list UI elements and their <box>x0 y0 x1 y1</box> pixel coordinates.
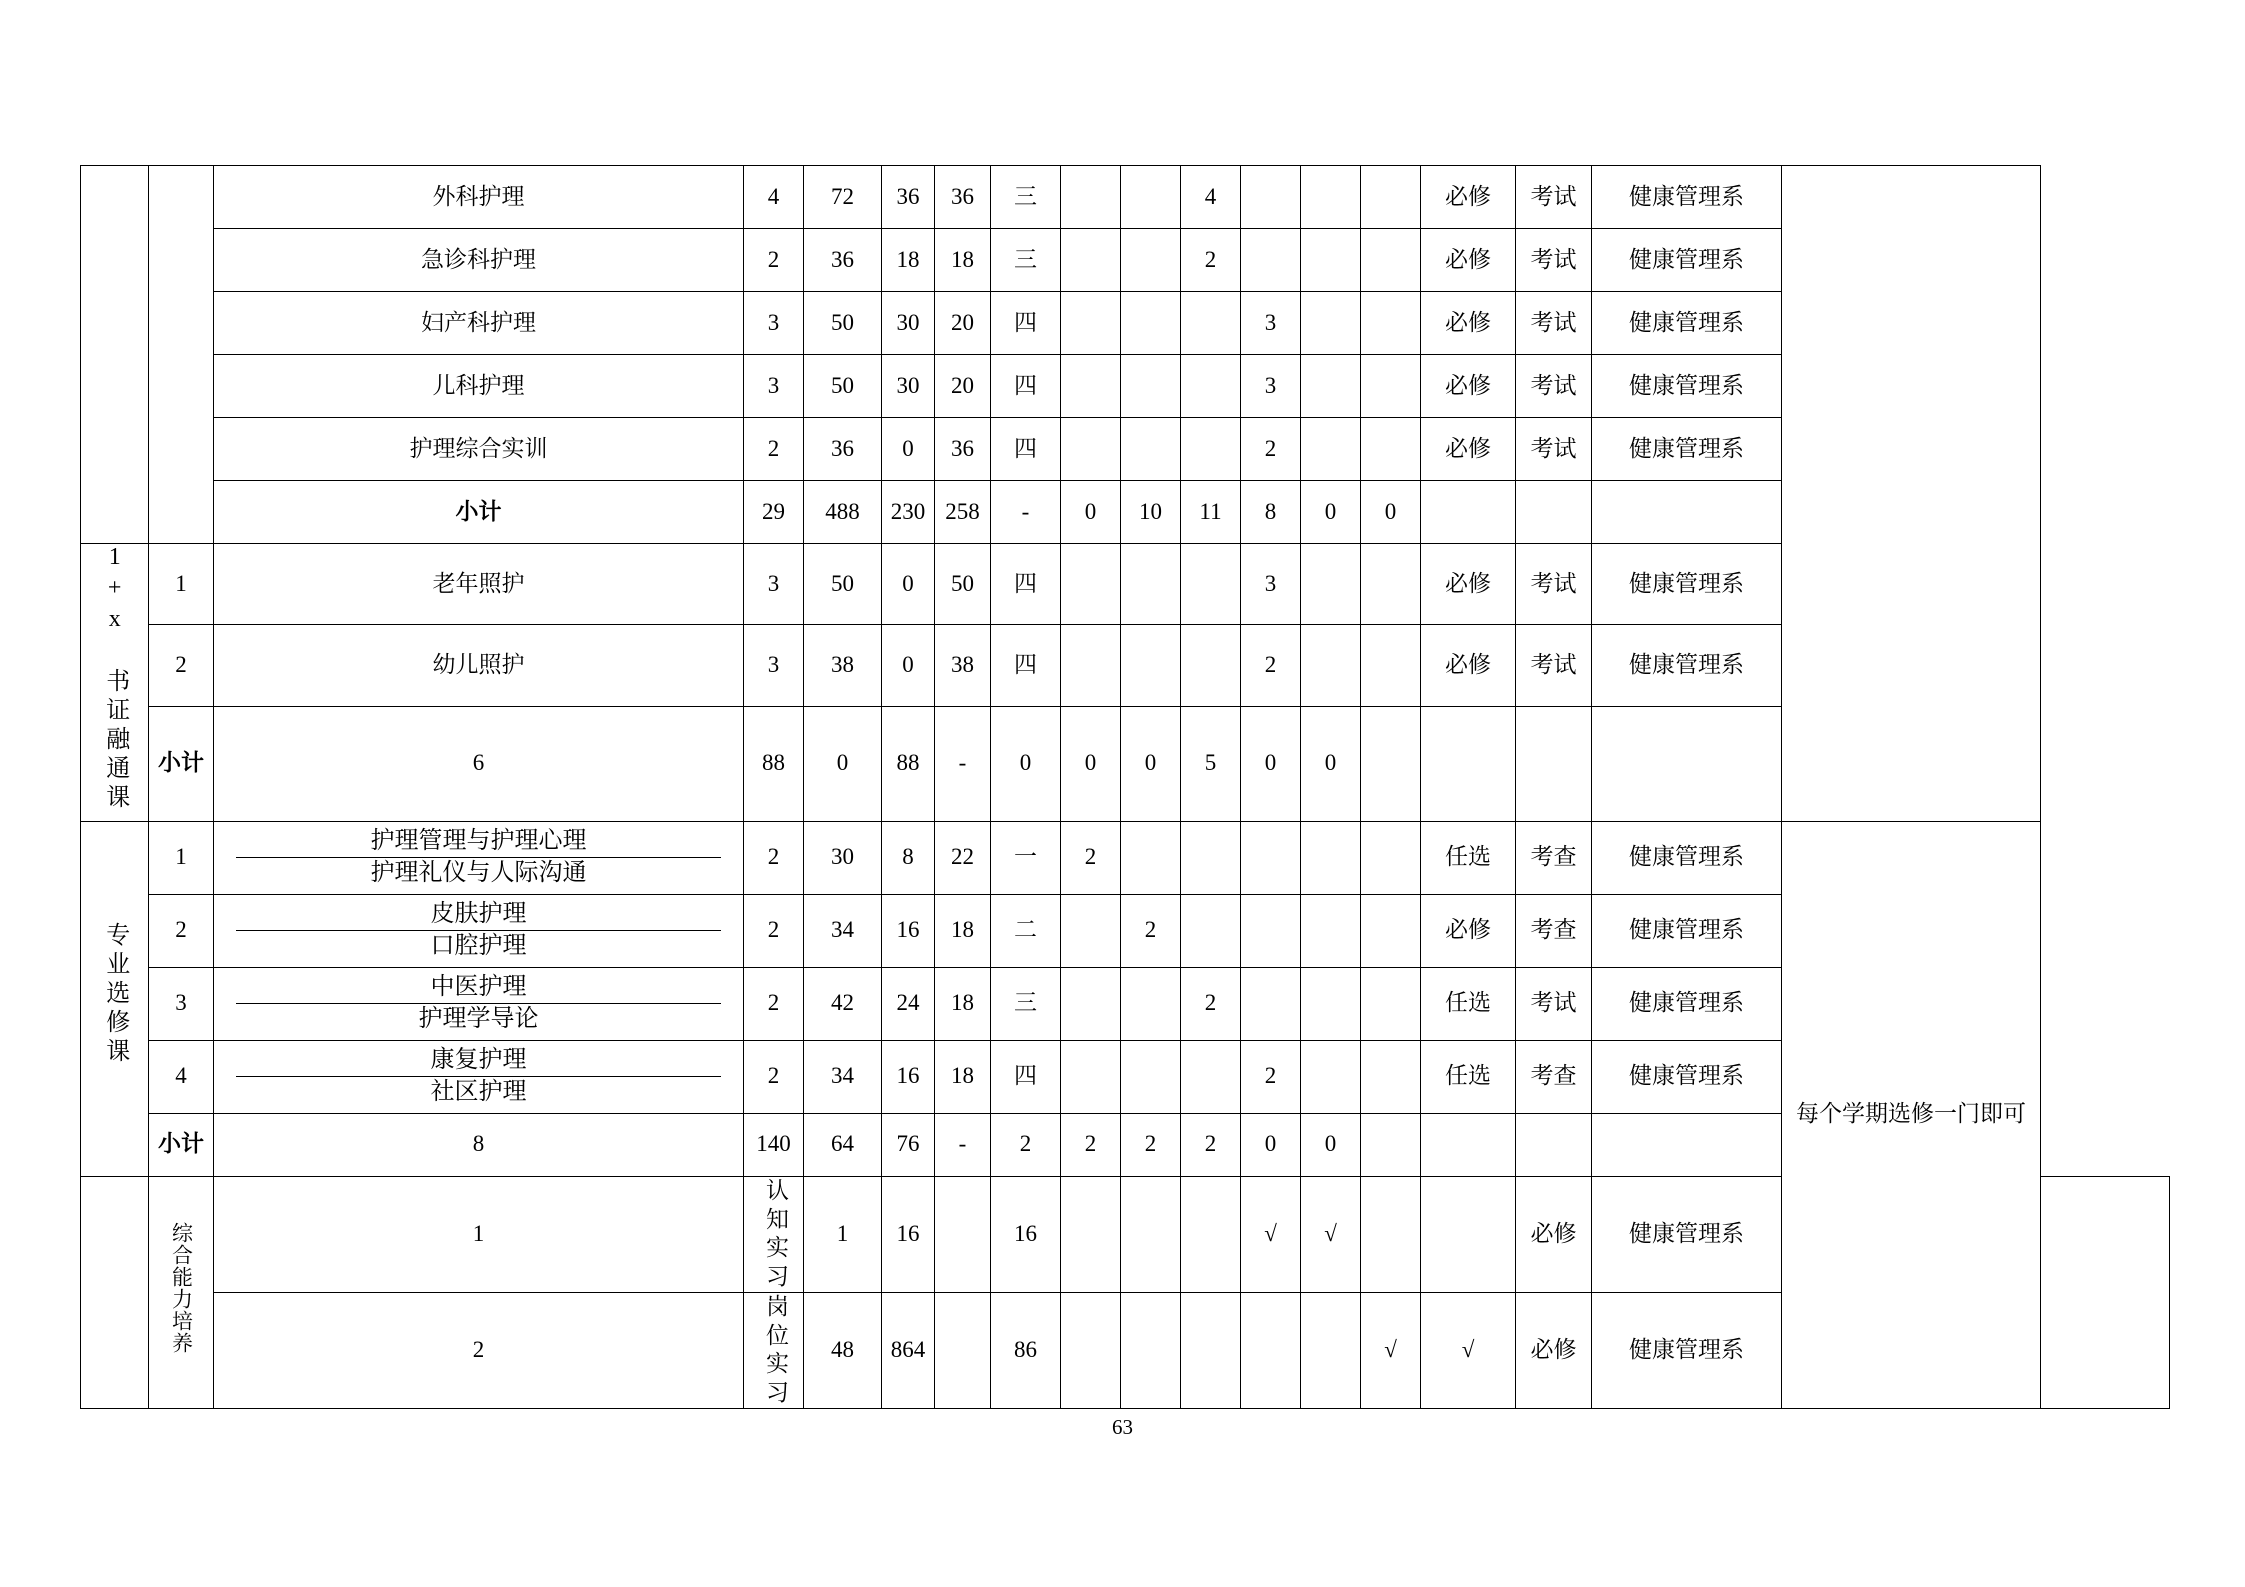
subtotal-term-4: 5 <box>1181 706 1241 821</box>
course-credits: 2 <box>744 894 804 967</box>
course-name-dual <box>214 894 744 967</box>
subtotal-term-4: 8 <box>1241 481 1301 544</box>
group-cell-1plusx <box>81 544 149 822</box>
course-name-option-1: 护理管理与护理心理 <box>236 826 721 858</box>
course-assessment: 考试 <box>1516 544 1592 625</box>
subtotal-nature <box>1361 1113 1421 1176</box>
subtotal-assessment <box>1421 706 1516 821</box>
course-total-hours: 34 <box>804 894 882 967</box>
course-credits: 1 <box>804 1176 882 1292</box>
course-practice-hours: 36 <box>935 418 991 481</box>
course-practice-hours: 20 <box>935 355 991 418</box>
subtotal-term-6: 0 <box>1301 1113 1361 1176</box>
course-nature: 必修 <box>1421 418 1516 481</box>
course-no: 2 <box>214 1292 744 1408</box>
course-assessment: 考试 <box>1516 166 1592 229</box>
course-term-3: 2 <box>1181 229 1241 292</box>
group-label-major-elective: 专业选修课 <box>101 922 128 1068</box>
course-total-hours: 34 <box>804 1040 882 1113</box>
practice-remark <box>2041 1176 2170 1408</box>
subtotal-theory-hours: 230 <box>882 481 935 544</box>
course-term-4 <box>1241 229 1301 292</box>
course-theory-hours: 0 <box>882 625 935 706</box>
course-term-1 <box>1061 229 1121 292</box>
course-theory-hours: 30 <box>882 292 935 355</box>
course-name: 幼儿照护 <box>214 625 744 706</box>
course-semester <box>1061 1292 1121 1408</box>
course-term-3 <box>1181 355 1241 418</box>
course-term-3: √ <box>1241 1176 1301 1292</box>
course-nature: 必修 <box>1421 544 1516 625</box>
course-term-4 <box>1241 967 1301 1040</box>
course-term-4: 2 <box>1241 418 1301 481</box>
subtotal-term-2: 2 <box>1061 1113 1121 1176</box>
course-credits: 2 <box>744 229 804 292</box>
course-assessment: 考查 <box>1516 821 1592 894</box>
course-term-5 <box>1301 1040 1361 1113</box>
course-semester: 四 <box>991 355 1061 418</box>
course-name-option-2: 护理礼仪与人际沟通 <box>370 860 587 887</box>
group-cell-major-core <box>149 166 214 544</box>
course-practice-hours: 20 <box>935 292 991 355</box>
course-no: 2 <box>149 625 214 706</box>
course-practice-hours: 22 <box>935 821 991 894</box>
subtotal-label: 小计 <box>149 1113 214 1176</box>
course-practice-hours: 16 <box>991 1176 1061 1292</box>
course-department: 健康管理系 <box>1592 1040 1782 1113</box>
course-assessment: 考查 <box>1516 1040 1592 1113</box>
course-department: 健康管理系 <box>1592 229 1782 292</box>
course-semester <box>1061 1176 1121 1292</box>
course-practice-hours: 38 <box>935 625 991 706</box>
course-term-3 <box>1181 821 1241 894</box>
course-term-3 <box>1181 894 1241 967</box>
course-term-1 <box>1061 894 1121 967</box>
course-nature: 必修 <box>1421 166 1516 229</box>
course-department: 健康管理系 <box>1592 544 1782 625</box>
course-term-5 <box>1301 544 1361 625</box>
course-term-5 <box>1301 229 1361 292</box>
course-theory-hours: 16 <box>882 894 935 967</box>
course-term-3: 2 <box>1181 967 1241 1040</box>
subtotal-term-2: 0 <box>1061 706 1121 821</box>
course-assessment: 考查 <box>1516 894 1592 967</box>
course-term-5 <box>1301 418 1361 481</box>
subtotal-term-4: 2 <box>1181 1113 1241 1176</box>
course-term-4 <box>1241 821 1301 894</box>
course-term-3 <box>1181 292 1241 355</box>
course-remark <box>1782 166 2041 822</box>
table-row <box>81 166 2170 229</box>
outer-group-cell-2 <box>81 1176 149 1408</box>
course-credits: 4 <box>744 166 804 229</box>
course-credits: 3 <box>744 355 804 418</box>
outer-group-cell-1 <box>81 166 149 544</box>
course-term-5 <box>1301 166 1361 229</box>
course-nature: 任选 <box>1421 821 1516 894</box>
course-nature: 必修 <box>1421 894 1516 967</box>
course-name-option-2: 社区护理 <box>430 1079 527 1106</box>
course-term-6 <box>1361 894 1421 967</box>
course-term-4 <box>1241 166 1301 229</box>
course-theory-hours: 8 <box>882 821 935 894</box>
course-semester: 一 <box>991 821 1061 894</box>
course-term-1 <box>1121 1292 1181 1408</box>
course-semester: 四 <box>991 418 1061 481</box>
course-term-6 <box>1361 355 1421 418</box>
subtotal-term-6: 0 <box>1301 706 1361 821</box>
course-term-3 <box>1241 1292 1301 1408</box>
course-name-dual <box>214 821 744 894</box>
page-number: 63 <box>1112 1415 1133 1439</box>
subtotal-term-3: 11 <box>1181 481 1241 544</box>
course-term-6 <box>1361 418 1421 481</box>
subtotal-semester: - <box>935 706 991 821</box>
course-total-hours: 42 <box>804 967 882 1040</box>
course-term-2 <box>1121 821 1181 894</box>
course-term-6 <box>1421 1176 1516 1292</box>
course-semester: 四 <box>991 292 1061 355</box>
course-practice-hours: 50 <box>935 544 991 625</box>
course-nature: 必修 <box>1421 229 1516 292</box>
course-term-4: 3 <box>1241 292 1301 355</box>
course-theory-hours: 18 <box>882 229 935 292</box>
course-practice-hours: 86 <box>991 1292 1061 1408</box>
course-name: 老年照护 <box>214 544 744 625</box>
course-name-option-1: 皮肤护理 <box>236 899 721 931</box>
subtotal-assessment <box>1421 1113 1516 1176</box>
course-credits: 3 <box>744 292 804 355</box>
course-practice-hours: 18 <box>935 894 991 967</box>
course-nature: 必修 <box>1421 355 1516 418</box>
course-term-4 <box>1241 894 1301 967</box>
subtotal-theory-hours: 64 <box>804 1113 882 1176</box>
group-label-comprehensive: 综合能力培养 <box>169 1222 194 1355</box>
subtotal-practice-hours: 258 <box>935 481 991 544</box>
course-nature: 必修 <box>1516 1292 1592 1408</box>
course-practice-hours: 18 <box>935 1040 991 1113</box>
course-practice-hours: 36 <box>935 166 991 229</box>
course-term-1 <box>1061 967 1121 1040</box>
course-total-hours: 36 <box>804 229 882 292</box>
course-no: 4 <box>149 1040 214 1113</box>
course-name-option-2: 口腔护理 <box>430 933 527 960</box>
subtotal-term-5: 0 <box>1241 1113 1301 1176</box>
course-credits: 3 <box>744 544 804 625</box>
course-semester: 四 <box>991 1040 1061 1113</box>
course-total-hours: 50 <box>804 355 882 418</box>
course-no: 1 <box>214 1176 744 1292</box>
subtotal-credits: 6 <box>214 706 744 821</box>
course-nature: 必修 <box>1421 292 1516 355</box>
course-term-3 <box>1181 544 1241 625</box>
course-name: 岗位实习 <box>744 1292 804 1408</box>
course-total-hours: 30 <box>804 821 882 894</box>
course-total-hours: 36 <box>804 418 882 481</box>
course-semester: 三 <box>991 229 1061 292</box>
course-assessment: 考试 <box>1516 625 1592 706</box>
course-practice-hours: 18 <box>935 229 991 292</box>
course-total-hours: 38 <box>804 625 882 706</box>
course-credits: 2 <box>744 418 804 481</box>
course-semester: 三 <box>991 967 1061 1040</box>
course-assessment: 考试 <box>1516 355 1592 418</box>
course-credits: 2 <box>744 967 804 1040</box>
course-department: 健康管理系 <box>1592 1176 1782 1292</box>
course-nature: 任选 <box>1421 967 1516 1040</box>
course-semester: 二 <box>991 894 1061 967</box>
course-term-5 <box>1301 292 1361 355</box>
course-nature: 必修 <box>1421 625 1516 706</box>
course-theory-hours: 0 <box>882 544 935 625</box>
subtotal-term-5: 0 <box>1241 706 1301 821</box>
course-total-hours: 16 <box>882 1176 935 1292</box>
course-name: 外科护理 <box>214 166 744 229</box>
course-credits: 48 <box>804 1292 882 1408</box>
subtotal-theory-hours: 0 <box>804 706 882 821</box>
course-credits: 2 <box>744 1040 804 1113</box>
course-term-1 <box>1061 418 1121 481</box>
subtotal-practice-hours: 76 <box>882 1113 935 1176</box>
subtotal-semester: - <box>935 1113 991 1176</box>
course-term-2 <box>1121 229 1181 292</box>
course-theory-hours: 16 <box>882 1040 935 1113</box>
course-theory-hours: 36 <box>882 166 935 229</box>
course-name: 急诊科护理 <box>214 229 744 292</box>
course-term-2: 2 <box>1121 894 1181 967</box>
subtotal-term-6: 0 <box>1361 481 1421 544</box>
course-term-5 <box>1361 1176 1421 1292</box>
course-nature: 任选 <box>1421 1040 1516 1113</box>
course-name: 护理综合实训 <box>214 418 744 481</box>
group-cell-major-elective <box>81 821 149 1176</box>
course-department: 健康管理系 <box>1592 1292 1782 1408</box>
course-name-option-1: 康复护理 <box>236 1045 721 1077</box>
course-total-hours: 864 <box>882 1292 935 1408</box>
course-term-1 <box>1061 544 1121 625</box>
course-term-5 <box>1301 355 1361 418</box>
course-name-dual <box>214 967 744 1040</box>
course-assessment: 考试 <box>1516 292 1592 355</box>
course-term-2 <box>1181 1292 1241 1408</box>
subtotal-practice-hours: 88 <box>882 706 935 821</box>
course-term-1 <box>1061 292 1121 355</box>
course-term-6 <box>1361 166 1421 229</box>
course-semester: 四 <box>991 625 1061 706</box>
course-no: 1 <box>149 821 214 894</box>
subtotal-department <box>1592 481 1782 544</box>
course-term-3: 4 <box>1181 166 1241 229</box>
course-term-1 <box>1061 625 1121 706</box>
subtotal-term-5: 0 <box>1301 481 1361 544</box>
course-term-1 <box>1061 1040 1121 1113</box>
subtotal-term-2: 10 <box>1121 481 1181 544</box>
course-theory-hours <box>935 1292 991 1408</box>
course-term-3 <box>1181 625 1241 706</box>
course-term-4: 2 <box>1241 625 1301 706</box>
elective-remark: 每个学期选修一门即可 <box>1782 821 2041 1408</box>
course-name: 妇产科护理 <box>214 292 744 355</box>
course-term-6 <box>1361 292 1421 355</box>
course-name: 认知实习 <box>744 1176 804 1292</box>
course-term-1 <box>1121 1176 1181 1292</box>
group-cell-comprehensive <box>149 1176 214 1408</box>
course-name-option-2: 护理学导论 <box>418 1006 539 1033</box>
course-term-6 <box>1361 1040 1421 1113</box>
subtotal-label: 小计 <box>214 481 744 544</box>
group-label-1plusx: 1+x 书证融通课 <box>101 544 128 813</box>
course-term-2 <box>1121 625 1181 706</box>
subtotal-label: 小计 <box>149 706 214 821</box>
course-term-3 <box>1181 418 1241 481</box>
subtotal-term-1: 0 <box>1061 481 1121 544</box>
subtotal-semester: - <box>991 481 1061 544</box>
course-term-6 <box>1361 625 1421 706</box>
course-department: 健康管理系 <box>1592 418 1782 481</box>
course-term-6 <box>1361 821 1421 894</box>
course-term-1: 2 <box>1061 821 1121 894</box>
subtotal-term-1: 0 <box>991 706 1061 821</box>
subtotal-term-3: 2 <box>1121 1113 1181 1176</box>
course-term-4: 3 <box>1241 544 1301 625</box>
course-assessment: 考试 <box>1516 418 1592 481</box>
course-term-2 <box>1121 1040 1181 1113</box>
subtotal-credits: 29 <box>744 481 804 544</box>
course-department: 健康管理系 <box>1592 894 1782 967</box>
subtotal-term-1: 2 <box>991 1113 1061 1176</box>
course-credits: 3 <box>744 625 804 706</box>
course-term-6 <box>1361 967 1421 1040</box>
subtotal-total-hours: 140 <box>744 1113 804 1176</box>
course-term-2 <box>1121 355 1181 418</box>
course-term-2 <box>1121 967 1181 1040</box>
subtotal-assessment <box>1516 481 1592 544</box>
course-term-5 <box>1301 894 1361 967</box>
course-department: 健康管理系 <box>1592 292 1782 355</box>
course-theory-hours: 24 <box>882 967 935 1040</box>
course-term-6 <box>1361 544 1421 625</box>
course-department: 健康管理系 <box>1592 166 1782 229</box>
subtotal-nature <box>1421 481 1516 544</box>
course-no: 3 <box>149 967 214 1040</box>
table-row <box>81 821 2170 894</box>
course-term-2 <box>1121 418 1181 481</box>
subtotal-total-hours: 88 <box>744 706 804 821</box>
course-total-hours: 50 <box>804 544 882 625</box>
course-total-hours: 50 <box>804 292 882 355</box>
subtotal-department <box>1516 1113 1592 1176</box>
course-department: 健康管理系 <box>1592 625 1782 706</box>
subtotal-total-hours: 488 <box>804 481 882 544</box>
course-name: 儿科护理 <box>214 355 744 418</box>
course-no: 2 <box>149 894 214 967</box>
course-term-2 <box>1121 544 1181 625</box>
course-department: 健康管理系 <box>1592 355 1782 418</box>
course-practice-hours: 18 <box>935 967 991 1040</box>
course-semester: 四 <box>991 544 1061 625</box>
course-no: 1 <box>149 544 214 625</box>
course-theory-hours <box>935 1176 991 1292</box>
course-name-dual <box>214 1040 744 1113</box>
course-theory-hours: 30 <box>882 355 935 418</box>
course-term-6 <box>1361 229 1421 292</box>
course-term-1 <box>1061 166 1121 229</box>
course-theory-hours: 0 <box>882 418 935 481</box>
course-term-4: √ <box>1301 1176 1361 1292</box>
subtotal-term-3: 0 <box>1121 706 1181 821</box>
course-semester: 三 <box>991 166 1061 229</box>
subtotal-credits: 8 <box>214 1113 744 1176</box>
course-term-2 <box>1181 1176 1241 1292</box>
course-term-1 <box>1061 355 1121 418</box>
course-term-5 <box>1301 967 1361 1040</box>
course-nature: 必修 <box>1516 1176 1592 1292</box>
course-term-3 <box>1181 1040 1241 1113</box>
course-credits: 2 <box>744 821 804 894</box>
course-term-4 <box>1301 1292 1361 1408</box>
course-term-5 <box>1301 625 1361 706</box>
curriculum-table <box>80 165 2170 1409</box>
course-assessment: 考试 <box>1516 967 1592 1040</box>
course-term-4: 3 <box>1241 355 1301 418</box>
course-department: 健康管理系 <box>1592 967 1782 1040</box>
course-term-2 <box>1121 166 1181 229</box>
course-total-hours: 72 <box>804 166 882 229</box>
course-assessment: 考试 <box>1516 229 1592 292</box>
course-name-option-1: 中医护理 <box>236 972 721 1004</box>
course-term-6: √ <box>1421 1292 1516 1408</box>
course-term-2 <box>1121 292 1181 355</box>
subtotal-nature <box>1361 706 1421 821</box>
subtotal-department <box>1516 706 1592 821</box>
course-term-5 <box>1301 821 1361 894</box>
course-department: 健康管理系 <box>1592 821 1782 894</box>
course-term-5: √ <box>1361 1292 1421 1408</box>
course-term-4: 2 <box>1241 1040 1301 1113</box>
